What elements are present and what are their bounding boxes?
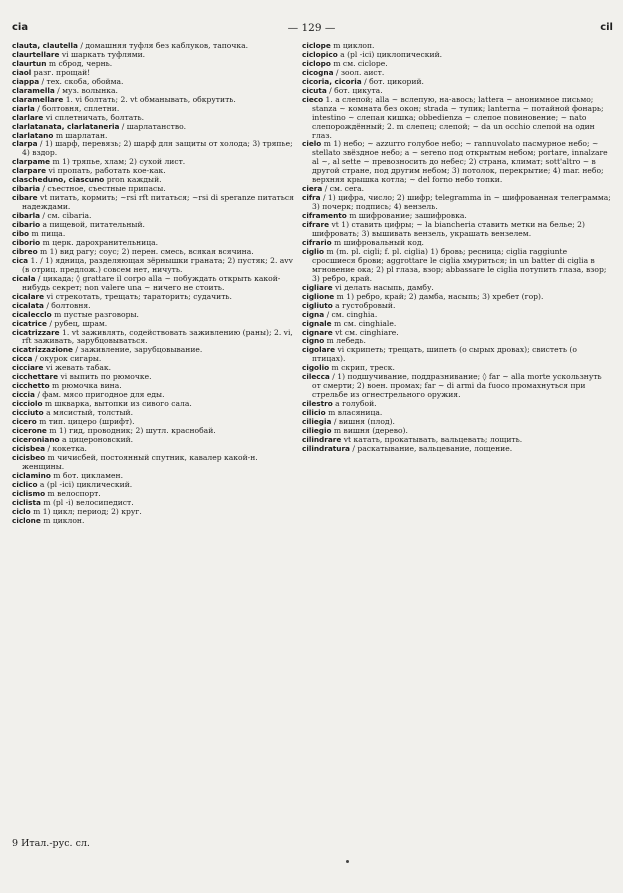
entry-definition: / фам. мясо пригодное для еды. [34,391,165,400]
entry-headword: claurtun [12,59,47,68]
dictionary-entry [12,436,302,445]
entry-headword: claramella [12,86,55,95]
entry-definition: a пищевой, питательный. [40,221,145,230]
dictionary-entry [302,400,612,409]
entry-definition: m велоспорт. [45,489,101,498]
dictionary-entry [12,499,302,508]
entry-headword: ciceroniano [12,435,60,444]
entry-headword: ciarla [12,104,35,113]
entry-definition: / 1) шарф, перевязь; 2) шарф для защиты от холода; 3) тряпье; 4) вздор. [22,140,293,158]
entry-headword: cicalecclo [12,310,52,319]
dictionary-columns [12,42,612,842]
entry-headword: cifrare [302,221,330,230]
entry-definition: vi скрипеть; трещать, шипеть (о сырых дровах); свистеть (о птицах). [312,346,577,364]
dictionary-entry [302,248,612,284]
entry-definition: / шарлатанство. [119,122,187,131]
entry-headword: cicisbeo [12,453,46,462]
entry-headword: ciclico [12,480,38,489]
entry-definition: разг. прощай! [31,68,91,77]
dictionary-entry [302,140,612,185]
dictionary-entry [12,373,302,382]
entry-definition: / болтовня, сплетни. [34,104,120,113]
entry-headword: cilindrare [302,435,342,444]
dictionary-entry [12,454,302,472]
entry-definition: m шифрование; зашифровка. [346,212,467,221]
entry-definition: m шарлатан. [53,131,108,140]
entry-definition: / 1) цифра, число; 2) шифр; telegramma in ~ шифрованная телеграмма; 3) почерк; подпись; 4) вензель. [312,194,611,212]
entry-headword: ciera [302,185,323,194]
entry-definition: pron каждый. [104,176,162,185]
entry-headword: cignare [302,328,333,337]
entry-headword: cigno [302,337,325,346]
dictionary-entry [302,212,612,221]
entry-headword: cibreo [12,247,38,256]
dictionary-entry [302,69,612,78]
entry-definition: vi выпить по рюмочке. [58,373,152,382]
dictionary-entry [12,42,302,51]
entry-definition: 1. a слепой; alla ~ вслепую, на-авось; lattera ~ анонимное письмо; stanza ~ комната без окон; strada ~ тупик; lanterna ~ потайной фонарь; intestino ~ слепая кишка; obbedienza ~ слепое повиновение; ~ nato слепорождённый; 2. m слепец; слепой; ~ da un occhio слепой на один глаз. [312,95,604,140]
entry-definition: / см. cibaria. [40,212,92,221]
dictionary-entry [12,472,302,481]
dictionary-entry [12,60,302,69]
entry-headword: cicciare [12,364,44,373]
entry-headword: ciglione [302,292,335,301]
dictionary-entry [302,409,612,418]
entry-definition: m вишня (дерево). [331,426,408,435]
entry-definition: m шифровальный код. [331,238,424,247]
dictionary-entry [302,302,612,311]
entry-headword: cibario [12,221,41,230]
dictionary-entry [12,221,302,230]
entry-headword: cibarla [12,212,40,221]
entry-definition: m 1) вид рагу; соус; 2) перен. смесь, всякая всячина. [37,247,254,256]
entry-definition: vt катать, прокатывать, вальцевать; лощить. [341,435,523,444]
entry-definition: m власяница. [325,409,383,418]
dictionary-entry [12,132,302,141]
dictionary-entry [12,427,302,436]
entry-definition: / раскатывание, вальцевание, лощение. [349,444,513,453]
entry-headword: ciclismo [12,489,46,498]
dictionary-entry [12,248,302,257]
entry-headword: cicciolo [12,400,43,409]
entry-headword: cicogna [302,68,334,77]
entry-headword: cicerone [12,426,47,435]
dictionary-entry [302,320,612,329]
dictionary-entry [302,185,612,194]
entry-headword: ciclo [12,507,31,516]
entry-definition: m циклон. [40,516,85,525]
dictionary-entry [12,302,302,311]
entry-headword: clauta, clautella [12,42,78,50]
dictionary-entry [12,69,302,78]
entry-definition: m сброд, чернь. [46,59,113,68]
entry-definition: / 1) подшучивание, поддразнивание; ◊ far ~ alla morte ускользнуть от смерти; 2) воен. промах; far ~ di armi da fuoco промахнуться при стрельбе из огнестрельного оружия. [312,373,602,400]
entry-definition: a мясистый, толстый. [43,409,134,418]
dictionary-entry [12,346,302,355]
dictionary-entry [12,51,302,60]
entry-definition: / вишня (плод). [331,418,395,427]
dictionary-entry [302,427,612,436]
entry-definition: m циклоп. [330,42,375,50]
dictionary-entry [12,167,302,176]
dictionary-entry [12,329,302,347]
entry-headword: clarpare [12,167,47,176]
entry-definition: / бот. цикута. [326,86,383,95]
entry-definition: a (pl -ici) циклопический. [337,50,443,59]
right-column [302,42,612,454]
entry-definition: m лебедь. [324,337,366,346]
dictionary-entry [302,221,612,239]
entry-definition: a цицероновский. [59,435,134,444]
entry-headword: cicatrizzare [12,328,60,337]
dictionary-entry [12,87,302,96]
entry-headword: ciclopo [302,59,331,68]
entry-definition: / бот. цикорий. [361,77,424,86]
dictionary-entry [12,481,302,490]
dictionary-entry [12,176,302,185]
dictionary-entry [302,96,612,141]
dictionary-entry [302,373,612,400]
entry-headword: ciframento [302,212,347,221]
entry-definition: / тех. скоба, обойма. [39,77,124,86]
dictionary-entry [12,239,302,248]
entry-headword: ciclista [12,498,41,507]
entry-headword: cibare [12,194,38,203]
entry-headword: cilindratura [302,444,350,453]
dictionary-entry [12,409,302,418]
entry-definition: m 1) тряпье, хлам; 2) сухой лист. [50,158,186,167]
entry-definition: vi делать насыпь, дамбу. [332,283,434,292]
page-number: — 129 — [287,22,336,34]
entry-definition: m бот. цикламен. [50,471,124,480]
entry-headword: ciappa [12,77,40,86]
entry-headword: clarlare [12,113,44,122]
dictionary-entry [12,293,302,302]
entry-headword: cicchetto [12,382,50,391]
page-header [0,22,623,40]
entry-definition: / муз. волынка. [54,86,118,95]
entry-definition: m рюмочка вина. [49,382,122,391]
entry-headword: claurtellare [12,50,60,59]
entry-headword: clascheduno, ciascuno [12,176,105,185]
entry-headword: cibo [12,230,30,239]
entry-definition: a голубой. [332,400,377,409]
entry-headword: ciborio [12,238,41,247]
dictionary-entry [302,239,612,248]
entry-definition: m 1) гид, проводник; 2) шутл. краснобай. [46,426,216,435]
entry-definition: a (pl -ici) циклический. [37,480,133,489]
dictionary-entry [12,123,302,132]
entry-headword: cibaria [12,185,40,194]
dictionary-entry [12,355,302,364]
entry-definition: m чичисбей, постоянный спутник, кавалер какой-н. женщины. [22,453,258,471]
dictionary-entry [302,311,612,320]
entry-headword: cicero [12,418,37,427]
entry-definition: vi шаркать туфлями. [59,50,146,59]
entry-headword: cignale [302,319,332,328]
footer-signature: 9 Итал.-рус. сл. [12,838,90,849]
entry-headword: ciclope [302,42,331,50]
entry-definition: m скрип, треск. [329,364,395,373]
page-dot [346,860,349,863]
entry-headword: cicatrice [12,319,47,328]
entry-headword: cicala [12,274,36,283]
dictionary-entry [302,418,612,427]
header-left-guideword: cia [12,22,29,33]
entry-headword: ciclone [12,516,41,525]
entry-headword: cicatrizzazione [12,346,73,355]
entry-definition: / см. cinghia. [324,310,378,319]
entry-definition: vi стрекотать, трещать; тараторить; судачить. [44,292,232,301]
entry-definition: 1. vt заживлять, содействовать заживлению (раны); 2. vi, rft заживать, зарубцовываться. [22,328,293,346]
dictionary-entry [302,337,612,346]
dictionary-entry [12,445,302,454]
dictionary-entry [12,105,302,114]
entry-definition: / домашняя туфля без каблуков, тапочка. [77,42,249,50]
dictionary-entry [302,445,612,454]
entry-headword: cilicio [302,409,326,418]
dictionary-entry [12,382,302,391]
dictionary-entry [302,293,612,302]
dictionary-entry [12,275,302,293]
entry-definition: / зоол. аист. [333,68,385,77]
dictionary-entry [12,158,302,167]
entry-headword: ciccia [12,391,35,400]
dictionary-entry [12,364,302,373]
dictionary-entry [302,42,612,51]
entry-headword: cilestro [302,400,333,409]
entry-headword: cieco [302,95,324,104]
entry-headword: ciliegio [302,426,332,435]
entry-headword: cigliuto [302,301,333,310]
entry-headword: clarlatanata, clarlataneria [12,122,120,131]
entry-definition: vi пропать, работать кое-как. [46,167,166,176]
dictionary-entry [12,257,302,275]
dictionary-entry [12,96,302,105]
dictionary-entry [302,60,612,69]
dictionary-entry [12,311,302,320]
dictionary-entry [12,185,302,194]
dictionary-entry [12,391,302,400]
entry-headword: cicalare [12,292,45,301]
entry-headword: claramellare [12,95,64,104]
entry-headword: cicciuto [12,409,44,418]
dictionary-entry [302,436,612,445]
entry-headword: ciaol [12,68,32,77]
entry-headword: cifrario [302,238,332,247]
entry-definition: m 1) ребро, край; 2) дамба, насыпь; 3) хребет (гор). [334,292,544,301]
dictionary-entry [302,284,612,293]
entry-definition: m церк. дарохранительница. [40,238,159,247]
entry-definition: / заживление, зарубцовывание. [73,346,203,355]
entry-headword: clarpame [12,158,51,167]
entry-definition: / см. cera. [322,185,365,194]
entry-definition: 1. / 1) ядница, разделяющая зёрнышки граната; 2) пустяк; 2. avv (в отриц. предлож.) совсем нет, ничуть. [22,256,293,274]
entry-definition: / окурок сигары. [32,355,102,364]
dictionary-entry [12,400,302,409]
entry-definition: m (m. pl. cigli; f. pl. ciglia) 1) бровь; ресница; ciglia raggiunte сросшиеся брови; aggrottare le ciglia хмуриться; in un batter di ciglia в мгновение ока; 2) pl глаза, взор; abbassare le ciglia потупить глаза, взор; 3) ребро, край. [312,247,607,283]
dictionary-entry [12,517,302,526]
dictionary-entry [12,320,302,329]
entry-headword: cicoria, cicoria [302,77,362,86]
entry-definition: m тип. цицеро (шрифт). [36,418,135,427]
entry-headword: ciliegia [302,418,332,427]
entry-definition: vt см. cinghiare. [332,328,399,337]
entry-definition: m 1) цикл; период; 2) круг. [30,507,142,516]
dictionary-entry [12,212,302,221]
dictionary-entry [302,364,612,373]
entry-headword: cielo [302,140,322,149]
entry-headword: ciglio [302,247,325,256]
dictionary-entry [12,140,302,158]
dictionary-entry [302,194,612,212]
entry-headword: cicchettare [12,373,59,382]
entry-definition: m шкварка, вытопки из сивого сала. [42,400,192,409]
entry-definition: m пустые разговоры. [51,310,139,319]
entry-headword: cicca [12,355,33,364]
header-right-guideword: cil [600,22,613,33]
dictionary-entry [302,78,612,87]
entry-headword: ciclopico [302,50,338,59]
entry-definition: m (pl -i) велосипедист. [40,498,134,507]
entry-headword: cicisbea [12,444,46,453]
entry-headword: clarpa [12,140,38,149]
dictionary-entry [12,194,302,212]
dictionary-entry [12,508,302,517]
entry-definition: / болтовня. [43,301,91,310]
entry-definition: / кокетка. [45,444,87,453]
entry-headword: cicuta [302,86,327,95]
entry-definition: vt 1) ставить цифры; ~ la biancheria ставить метки на белье; 2) шифровать; 3) вышивать вензель, украшать вензелем. [312,221,585,239]
dictionary-entry [302,329,612,338]
entry-definition: m пища. [29,230,66,239]
entry-headword: cigliare [302,283,333,292]
entry-headword: cigolare [302,346,336,355]
entry-headword: cilecca [302,373,330,382]
entry-headword: ciclamino [12,471,51,480]
entry-headword: cifra [302,194,321,203]
dictionary-entry [12,78,302,87]
dictionary-entry [302,87,612,96]
entry-definition: 1. vi болтать; 2. vt обманывать, обкрутить. [63,95,236,104]
entry-definition: m см. ciclope. [330,59,388,68]
entry-definition: / съестное, съестные припасы. [40,185,166,194]
entry-headword: cicalata [12,301,44,310]
dictionary-entry [12,418,302,427]
entry-definition: m см. cinghiale. [331,319,397,328]
entry-definition: vi жевать табак. [43,364,112,373]
dictionary-entry [12,230,302,239]
entry-headword: cigolio [302,364,330,373]
entry-headword: cica [12,256,29,265]
left-column [12,42,302,525]
entry-definition: vt питать, кормить; ~rsi rft питаться; ~rsi di speranze питаться надеждами. [22,194,294,212]
entry-definition: vi сплетничать, болтать. [43,113,144,122]
dictionary-entry [12,490,302,499]
dictionary-entry [12,114,302,123]
entry-definition: m 1) небо; ~ azzurro голубое небо; ~ rannuvolato пасмурное небо; ~ stellato звёздное небо; a ~ sereno под открытым небом; portare, innalzare al ~, al sette ~ превозносить до небес; 2) страна, климат; sott'altro ~ в другой стране, под другим небом; 3) потолок, перекрытие; 4) mar. небо; верхняя крышка котла; ~ del forno небо топки. [312,140,608,185]
entry-definition: / рубец, шрам. [46,319,108,328]
dictionary-entry [302,346,612,364]
entry-headword: clarlatano [12,131,54,140]
dictionary-entry [302,51,612,60]
entry-headword: cigna [302,310,325,319]
entry-definition: / цикада; ◊ grattare il corpo alla ~ побуждать открыть какой-нибудь секрет; non valere una ~ ничего не стоить. [22,274,281,292]
entry-definition: a густобровый. [332,301,396,310]
